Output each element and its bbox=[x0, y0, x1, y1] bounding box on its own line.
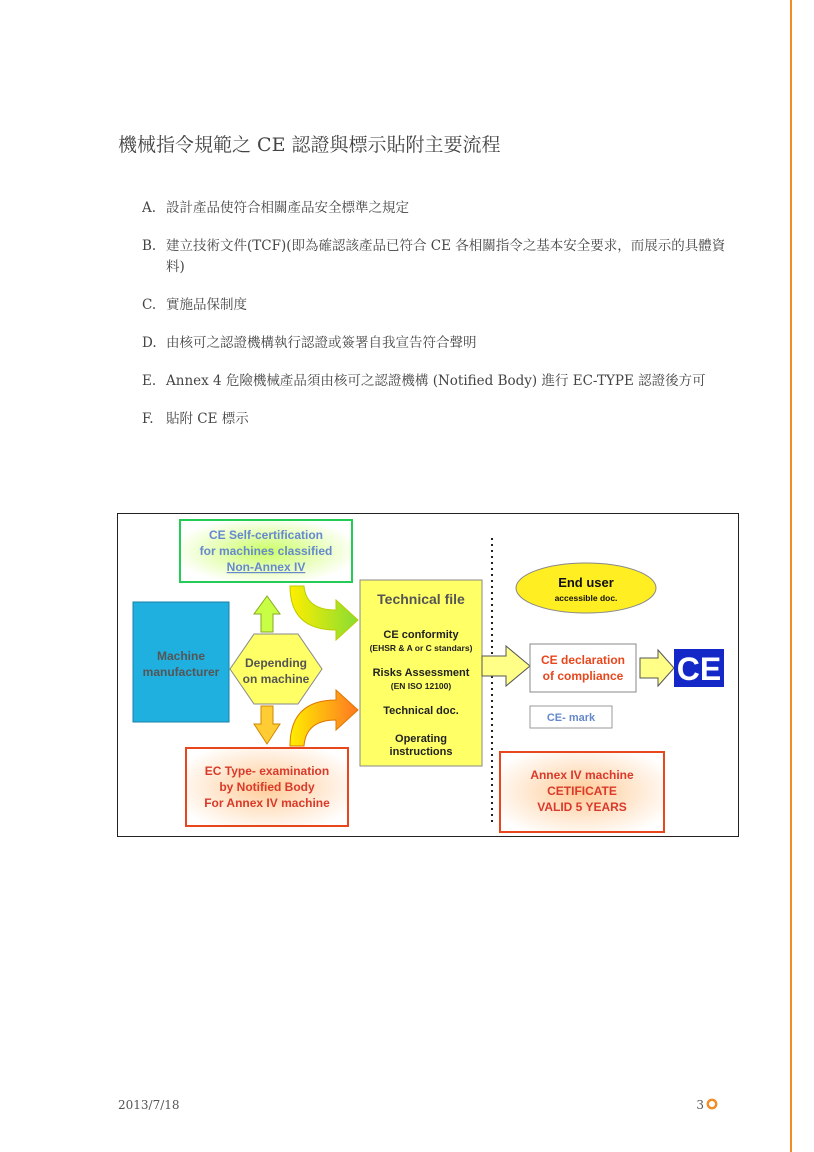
list-item bbox=[142, 295, 742, 316]
list-marker: F. bbox=[142, 411, 154, 427]
arrow-to-ce-logo bbox=[640, 650, 674, 686]
list-marker: D. bbox=[142, 335, 157, 351]
list-item-text: 實施品保制度 bbox=[166, 297, 247, 313]
page-edge-line bbox=[790, 0, 792, 1152]
ce-mark-label: CE- mark bbox=[546, 712, 596, 724]
machine-manufacturer-box bbox=[133, 602, 229, 722]
list-item bbox=[142, 333, 742, 354]
ce-logo bbox=[674, 649, 724, 687]
self-cert-line-1: CE Self-certification bbox=[208, 528, 324, 542]
list-item bbox=[142, 236, 742, 278]
risks-assessment: Risks Assessment bbox=[372, 667, 470, 679]
annex-line-3: VALID 5 YEARS bbox=[537, 800, 627, 814]
list-item-text: 貼附 CE 標示 bbox=[166, 411, 249, 427]
page-number: 3 bbox=[696, 1098, 704, 1112]
declaration-line-1: CE declaration bbox=[540, 653, 626, 667]
list-item bbox=[142, 198, 742, 219]
annex-line-2: CETIFICATE bbox=[547, 784, 617, 798]
ce-conformity: CE conformity bbox=[383, 629, 459, 641]
footer-page bbox=[690, 1098, 718, 1112]
ring-icon bbox=[706, 1098, 718, 1110]
up-arrow bbox=[254, 596, 280, 632]
ec-type-line-2: by Notified Body bbox=[219, 780, 315, 794]
ec-type-line-3: For Annex IV machine bbox=[204, 796, 330, 810]
list-item-text: 由核可之認證機構執行認證或簽署自我宣告符合聲明 bbox=[166, 335, 477, 351]
self-cert-line-3: Non-Annex IV bbox=[226, 560, 306, 574]
arrow-to-declaration bbox=[482, 646, 530, 686]
operating-line-1: Operating bbox=[395, 733, 447, 745]
list-item-text: 建立技術文件(TCF)(即為確認該產品已符合 CE 各相關指令之基本安全要求，而展示的具體資料) bbox=[166, 238, 726, 275]
end-user-sub: accessible doc. bbox=[554, 593, 618, 603]
declaration-line-2: of compliance bbox=[542, 669, 624, 683]
curved-arrow-top bbox=[290, 586, 358, 640]
list-marker: B. bbox=[142, 238, 157, 254]
ce-declaration-box bbox=[530, 644, 636, 692]
ec-type-examination-box bbox=[186, 748, 348, 826]
technical-doc: Technical doc. bbox=[383, 705, 459, 717]
list-marker: E. bbox=[142, 373, 157, 389]
list-item-text: Annex 4 危險機械產品須由核可之認證機構 (Notified Body) 進行 EC-TYPE 認證後方可 bbox=[166, 373, 706, 389]
operating-line-2: instructions bbox=[389, 746, 453, 758]
ce-mark-box bbox=[530, 706, 612, 728]
end-user-ellipse bbox=[516, 563, 656, 613]
list-marker: A. bbox=[142, 200, 157, 216]
annex-line-1: Annex IV machine bbox=[530, 768, 634, 782]
manufacturer-line-2: manufacturer bbox=[142, 665, 220, 679]
ec-type-line-1: EC Type- examination bbox=[204, 764, 330, 778]
risks-assessment-sub: (EN ISO 12100) bbox=[390, 681, 452, 691]
self-certification-box bbox=[180, 520, 352, 582]
list-item-text: 設計產品使符合相關產品安全標準之規定 bbox=[166, 200, 409, 216]
depending-hexagon bbox=[230, 634, 322, 704]
list-marker: C. bbox=[142, 297, 157, 313]
self-cert-line-2: for machines classified bbox=[199, 544, 333, 558]
list-item bbox=[142, 409, 742, 430]
annex-certificate-box bbox=[500, 752, 664, 832]
steps-list bbox=[142, 198, 742, 447]
depending-line-2: on machine bbox=[242, 672, 310, 686]
technical-file-box bbox=[360, 580, 482, 766]
manufacturer-line-1: Machine bbox=[156, 649, 206, 663]
ce-logo-text: CE bbox=[676, 651, 722, 687]
end-user-title: End user bbox=[558, 575, 614, 590]
ce-process-diagram bbox=[117, 513, 739, 837]
ce-conformity-sub: (EHSR & A or C standars) bbox=[369, 643, 473, 653]
page-title: 機械指令規範之 CE 認證與標示貼附主要流程 bbox=[118, 134, 501, 156]
technical-file-title: Technical file bbox=[377, 591, 465, 607]
footer-date: 2013/7/18 bbox=[118, 1098, 180, 1112]
down-arrow bbox=[254, 706, 280, 744]
list-item bbox=[142, 371, 742, 392]
depending-line-1: Depending bbox=[245, 656, 307, 670]
